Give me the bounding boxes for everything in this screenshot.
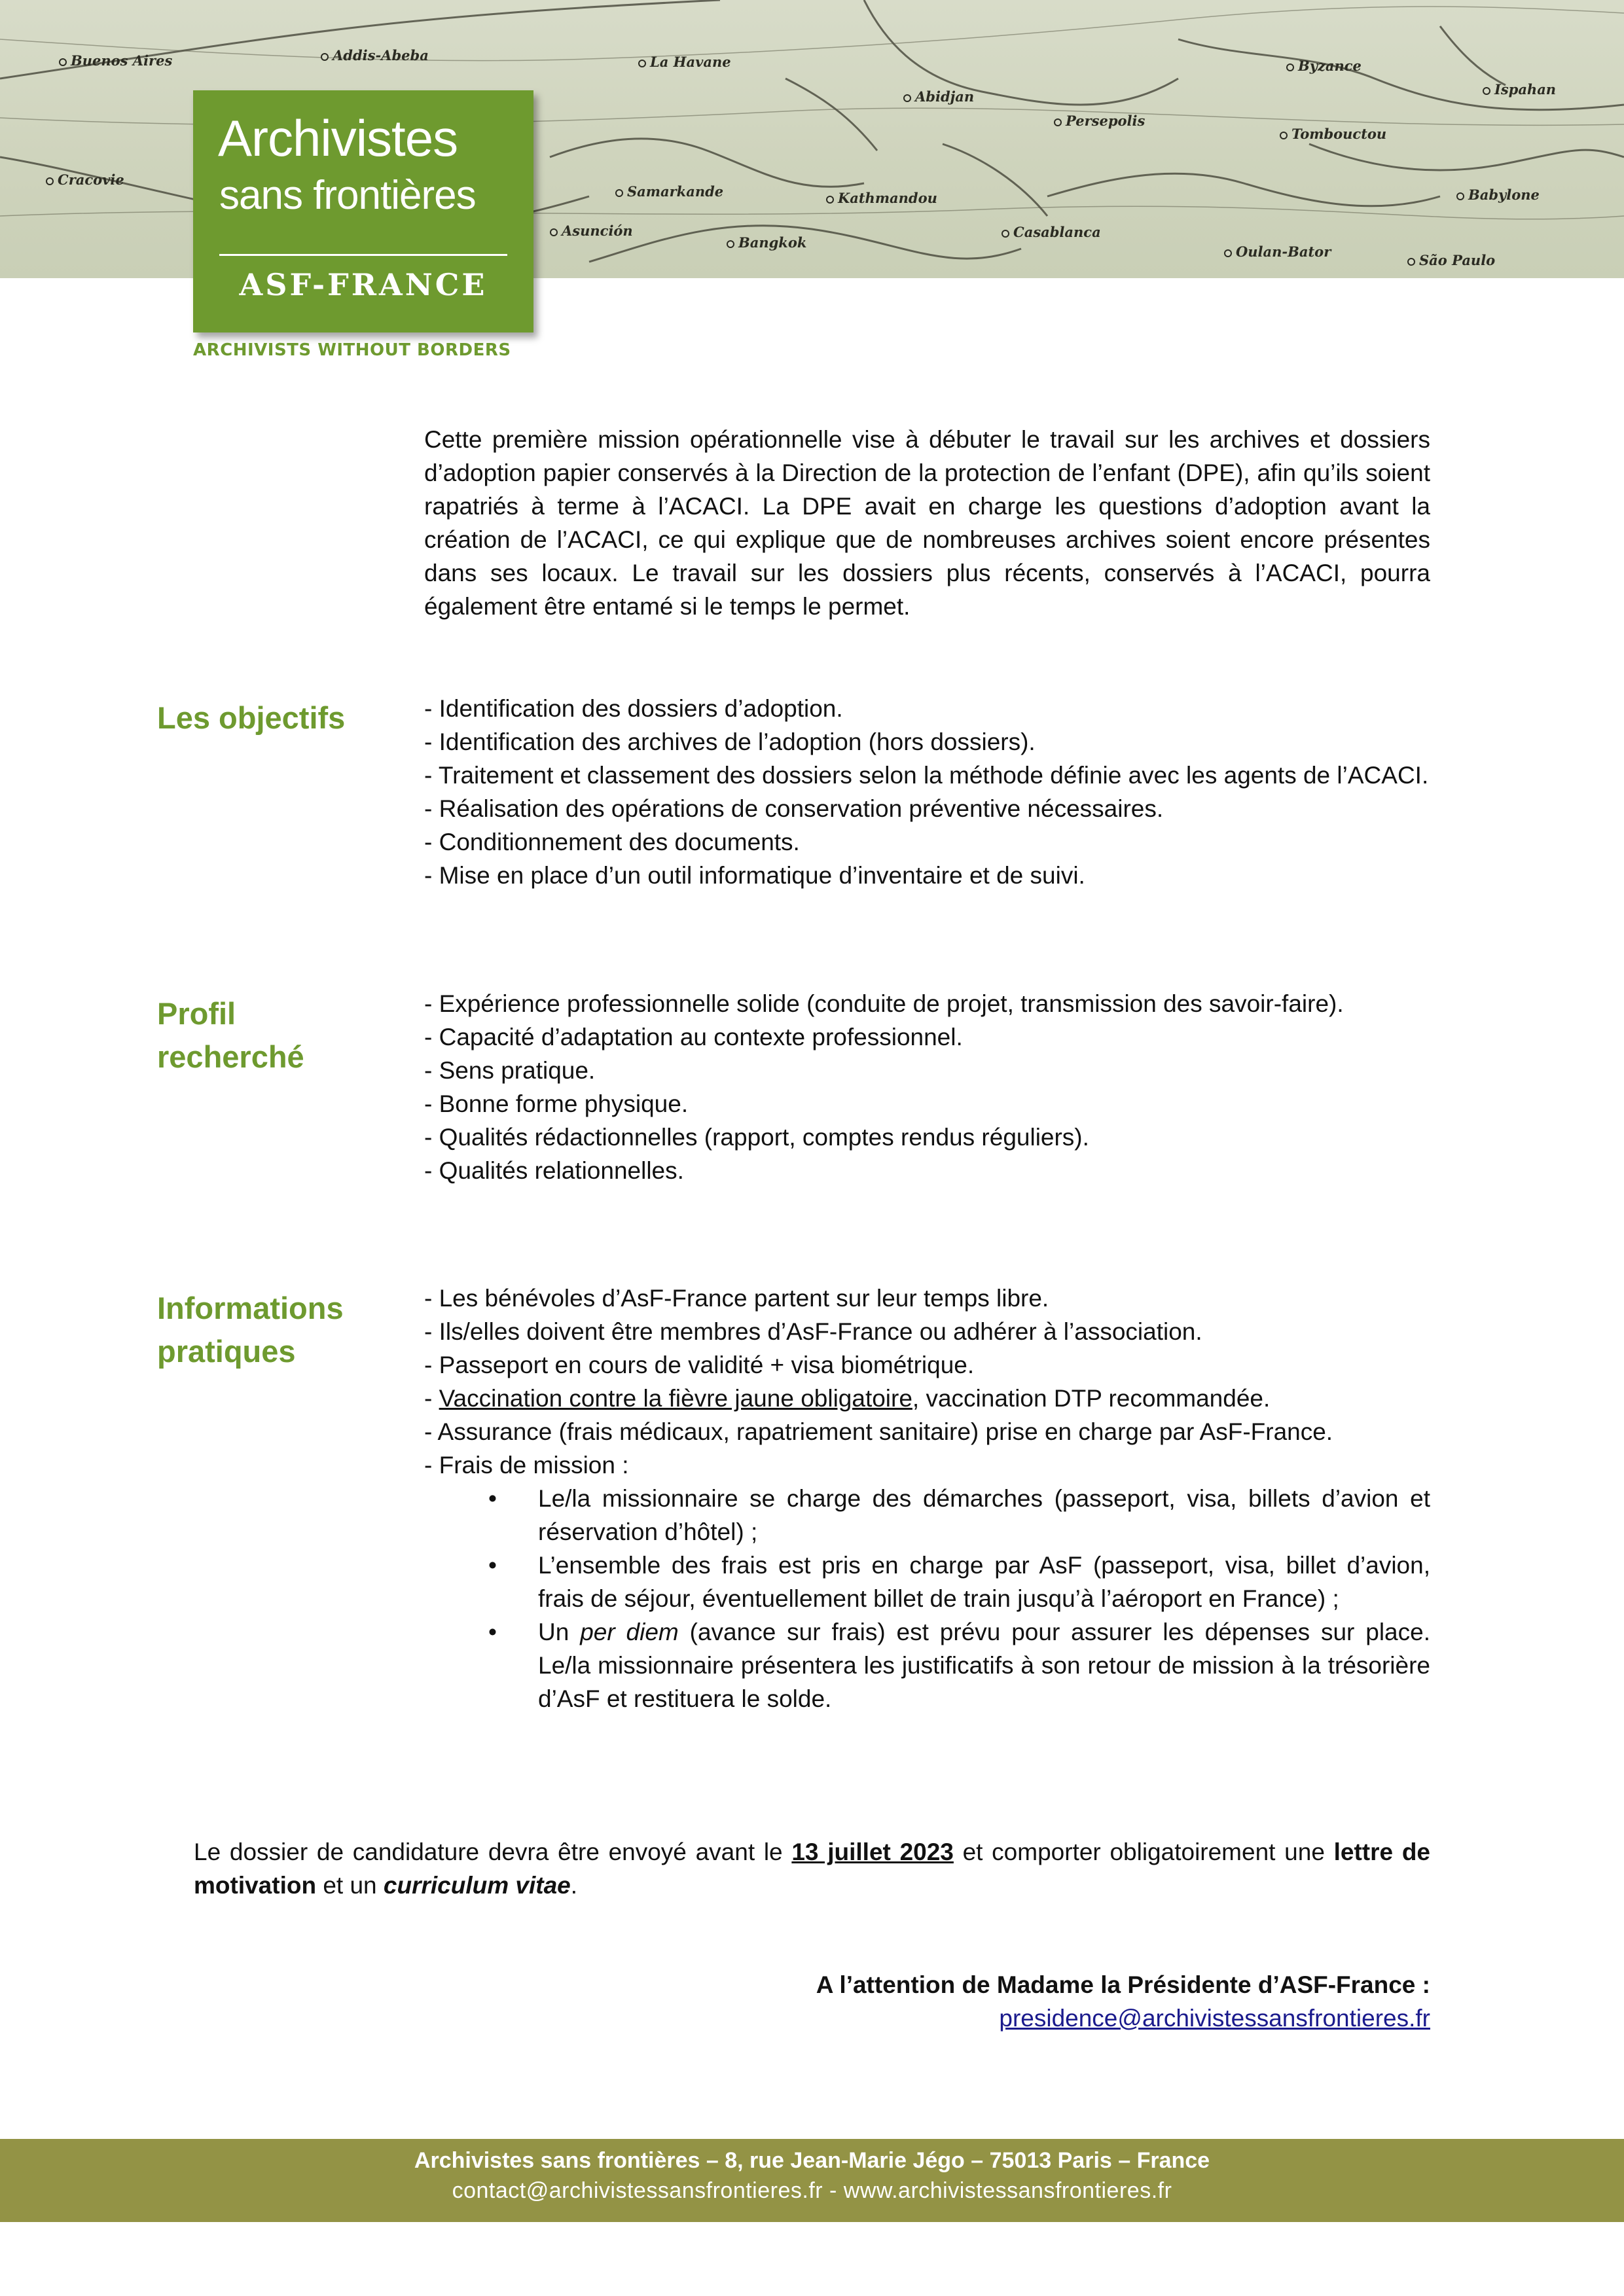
candidature-paragraph xyxy=(194,1835,1430,1902)
map-city: Bangkok xyxy=(727,234,806,251)
footer-contact[interactable]: contact@archivistessansfrontieres.fr - www.archivistessansfrontieres.fr xyxy=(452,2178,1172,2203)
list-item: - Bonne forme physique. xyxy=(424,1090,689,1117)
logo-divider xyxy=(219,254,507,256)
bullet-text: Le/la missionnaire se charge des démarches (passeport, visa, billets d’avion et réservation d’hôtel) ; xyxy=(538,1485,1430,1545)
attention-block xyxy=(816,1968,1430,2035)
map-city: Babylone xyxy=(1456,187,1540,203)
bullet-text: L’ensemble des frais est pris en charge par AsF (passeport, visa, billet d’avion, frais de séjour, éventuellement billet de train jusqu’à l’aéroport en France) ; xyxy=(538,1552,1430,1612)
candidature-part3: et un xyxy=(316,1872,384,1899)
map-city: Buenos Aires xyxy=(59,52,172,69)
map-city: São Paulo xyxy=(1407,252,1495,268)
list-item: - Mise en place d’un outil informatique d’inventaire et de suivi. xyxy=(424,862,1085,889)
map-city: La Havane xyxy=(638,54,731,70)
bullet-text-suffix: (avance sur frais) est prévu pour assurer les dépenses sur place. Le/la missionnaire présentera les justificatifs à son retour de mission à la trésorière d’AsF et restituera le solde. xyxy=(538,1619,1430,1712)
list-item: - Identification des dossiers d’adoption. xyxy=(424,695,843,722)
asf-logo xyxy=(193,90,533,332)
map-city: Casablanca xyxy=(1001,224,1101,240)
presidence-email-link[interactable]: presidence@archivistessansfrontieres.fr xyxy=(999,2005,1430,2032)
attention-email-wrap xyxy=(816,2001,1430,2035)
bullet-icon: • xyxy=(488,1619,497,1645)
footer-band xyxy=(0,2139,1624,2222)
map-city: Asunción xyxy=(550,223,633,239)
bullet-text-prefix: Un xyxy=(538,1619,581,1645)
map-city: Cracovie xyxy=(46,171,124,188)
map-city: Abidjan xyxy=(903,88,974,105)
map-city: Oulan-Bator xyxy=(1224,243,1331,260)
curriculum-vitae: curriculum vitae xyxy=(383,1872,571,1899)
bullet-icon: • xyxy=(488,1485,497,1512)
bullet-item xyxy=(424,1482,1430,1549)
logo-title: Archivistes xyxy=(218,109,458,167)
profil-list xyxy=(424,987,1430,1187)
intro-text: Cette première mission opérationnelle vise à débuter le travail sur les archives et dossiers d’adoption papier conservés à la Direction de la protection de l’enfant (DPE), afin qu’ils soient rapatriés à terme à l’ACACI. La DPE avait en charge les questions d’adoption avant la création de l’ACACI, ce qui explique que de nombreuses archives soient encore présentes dans ses locaux. Le travail sur les dossiers plus récents, conservés à l’ACACI, pourra également être entamé si le temps le permet. xyxy=(424,426,1430,620)
section-title-profil xyxy=(157,992,304,1079)
map-city: Addis-Abeba xyxy=(321,47,429,63)
list-item: - Réalisation des opérations de conservation préventive nécessaires. xyxy=(424,795,1164,822)
section-title-objectifs: Les objectifs xyxy=(157,700,346,735)
list-item: - Sens pratique. xyxy=(424,1057,596,1084)
attention-label: A l’attention de Madame la Présidente d’ASF-France : xyxy=(816,1971,1430,1998)
deadline-date: 13 juillet 2023 xyxy=(791,1839,954,1865)
list-item: - Traitement et classement des dossiers selon la méthode définie avec les agents de l’ACACI. xyxy=(424,762,1429,789)
list-item: - Expérience professionnelle solide (conduite de projet, transmission des savoir-faire). xyxy=(424,990,1344,1017)
list-item: - Qualités rédactionnelles (rapport, comptes rendus réguliers). xyxy=(424,1124,1089,1151)
intro-paragraph xyxy=(424,423,1430,623)
section-title-line: Informations xyxy=(157,1291,344,1325)
logo-subtitle: sans frontières xyxy=(219,173,476,218)
list-item-vaccination xyxy=(424,1382,1430,1415)
list-item: - Passeport en cours de validité + visa biométrique. xyxy=(424,1352,975,1378)
list-item: - Frais de mission : xyxy=(424,1452,629,1479)
candidature-part1: Le dossier de candidature devra être envoyé avant le xyxy=(194,1839,792,1865)
section-title-line: Profil xyxy=(157,996,236,1031)
map-city: Samarkande xyxy=(615,183,723,200)
bullet-text-italic: per diem xyxy=(580,1619,679,1645)
list-item: - Les bénévoles d’AsF-France partent sur leur temps libre. xyxy=(424,1285,1049,1312)
lettre-motivation: lettre de motivation xyxy=(194,1839,1430,1899)
vaccination-prefix: - xyxy=(424,1385,439,1412)
list-item: - Conditionnement des documents. xyxy=(424,829,800,855)
section-title-line: recherché xyxy=(157,1039,304,1074)
map-city: Ispahan xyxy=(1483,81,1556,98)
map-city: Persepolis xyxy=(1054,113,1145,129)
logo-org: ASF-FRANCE xyxy=(239,267,488,302)
infos-list xyxy=(424,1282,1430,1715)
map-city: Tombouctou xyxy=(1280,126,1386,142)
bullet-item xyxy=(424,1615,1430,1715)
logo-tagline: ARCHIVISTS WITHOUT BORDERS xyxy=(193,340,511,360)
list-item: - Assurance (frais médicaux, rapatriement sanitaire) prise en charge par AsF-France. xyxy=(424,1418,1333,1445)
map-city: Kathmandou xyxy=(826,190,937,206)
bullet-item xyxy=(424,1549,1430,1615)
list-item: - Qualités relationnelles. xyxy=(424,1157,684,1184)
candidature-text xyxy=(194,1835,1430,1902)
section-title-infos xyxy=(157,1287,344,1373)
section-title-line: pratiques xyxy=(157,1334,296,1369)
list-item: - Capacité d’adaptation au contexte professionnel. xyxy=(424,1024,963,1050)
list-item: - Ils/elles doivent être membres d’AsF-France ou adhérer à l’association. xyxy=(424,1318,1202,1345)
footer-address: Archivistes sans frontières – 8, rue Jean-Marie Jégo – 75013 Paris – France xyxy=(414,2148,1210,2173)
vaccination-link[interactable]: Vaccination contre la fièvre jaune obligatoire xyxy=(439,1385,912,1412)
list-item: - Identification des archives de l’adoption (hors dossiers). xyxy=(424,728,1036,755)
frais-bullets xyxy=(424,1482,1430,1715)
objectifs-list xyxy=(424,692,1430,892)
candidature-part4: . xyxy=(570,1872,578,1899)
candidature-part2: et comporter obligatoirement une xyxy=(953,1839,1334,1865)
vaccination-suffix: , vaccination DTP recommandée. xyxy=(912,1385,1271,1412)
map-city: Byzance xyxy=(1286,58,1362,74)
bullet-icon: • xyxy=(488,1552,497,1579)
